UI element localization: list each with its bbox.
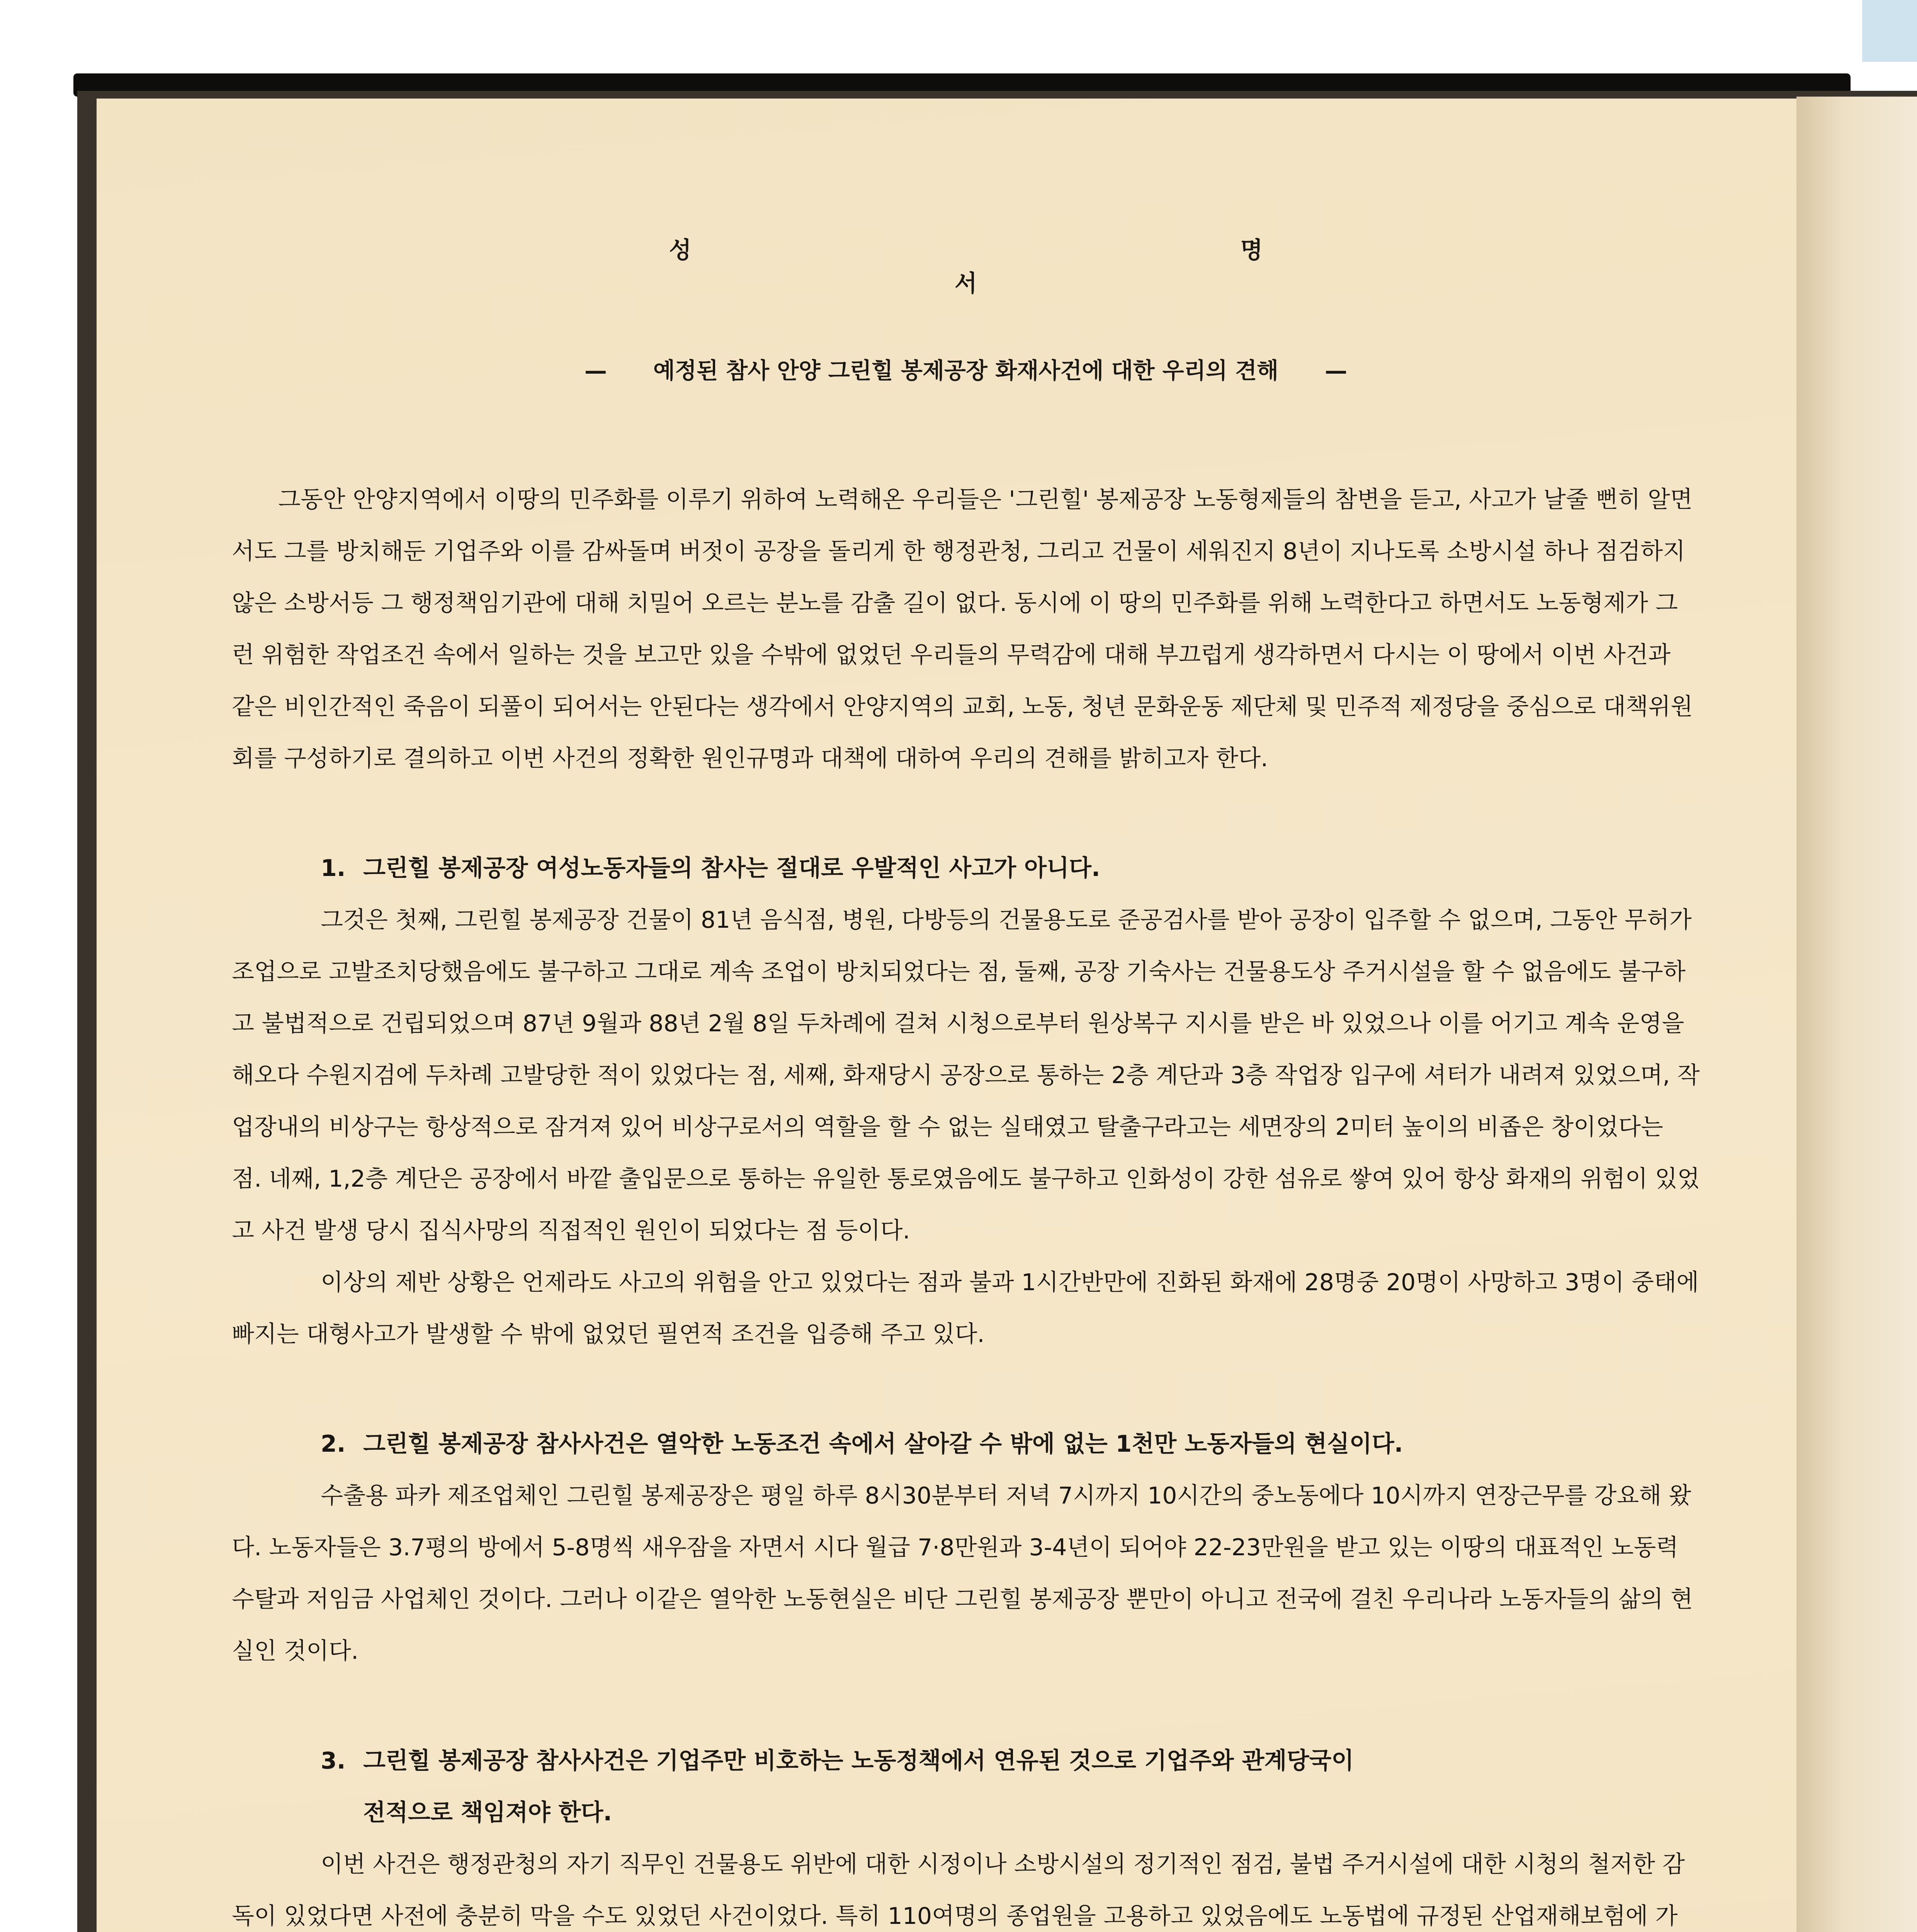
statement-content xyxy=(232,232,1700,1932)
section-number: 3. xyxy=(321,1747,346,1774)
section-1 xyxy=(232,842,1700,1360)
section-2 xyxy=(232,1418,1700,1677)
subtitle-dash-right: — xyxy=(1325,357,1348,384)
subtitle-dash-left: — xyxy=(584,357,607,384)
section-heading xyxy=(232,842,1700,894)
facing-page-edge xyxy=(1796,97,1917,1932)
scan-corner-tab xyxy=(1862,0,1917,62)
section-number: 1. xyxy=(321,855,346,882)
document-title: 성 명 서 xyxy=(669,237,1533,297)
section-paragraph: 수출용 파카 제조업체인 그린힐 봉제공장은 평일 하루 8시30분부터 저녁 7시까지 10시간의 중노동에다 10시까지 연장근무를 강요해 왔다. 노동자들은 3.7평의 방에서 5-8명씩 새우잠을 자면서 시다 월급 7·8만원과 3-4년이 되어야 22-23만원을 받고 있는 이땅의 대표적인 노동력 수탈과 저임금 사업체인 것이다. 그러나 이같은 열악한 노동현실은 비단 그린힐 봉제공장 뿐만이 아니고 전국에 걸친 우리나라 노동자들의 삶의 현실인 것이다. xyxy=(232,1482,1693,1665)
section-number: 2. xyxy=(321,1430,346,1458)
section-paragraph: 그것은 첫째, 그린힐 봉제공장 건물이 81년 음식점, 병원, 다방등의 건물용도로 준공검사를 받아 공장이 입주할 수 없으며, 그동안 무허가 조업으로 고발조치당했음에도 불구하고 그대로 계속 조업이 방치되었다는 점, 둘째, 공장 기숙사는 건물용도상 주거시설을 할 수 없음에도 불구하고 불법적으로 건립되었으며 87년 9월과 88년 2월 8일 두차례에 걸쳐 시청으로부터 원상복구 지시를 받은 바 있었으나 이를 어기고 계속 운영을 해오다 수원지검에 두차례 고발당한 적이 있었다는 점, 세째, 화재당시 공장으로 통하는 2층 계단과 3층 작업장 입구에 셔터가 내려져 있었으며, 작업장내의 비상구는 항상적으로 잠겨져 있어 비상구로서의 역할을 할 수 없는 실태였고 탈출구라고는 세면장의 2미터 높이의 비좁은 창이었다는 점. 네째, 1,2층 계단은 공장에서 바깥 출입문으로 통하는 유일한 통로였음에도 불구하고 인화성이 강한 섬유로 쌓여 있어 항상 화재의 위험이 있었고 사건 발생 당시 집식사망의 직접적인 원인이 되었다는 점 등이다. xyxy=(232,906,1700,1244)
section-heading xyxy=(232,1735,1700,1838)
subtitle-text: 예정된 참사 안양 그린힐 봉제공장 화재사건에 대한 우리의 견해 xyxy=(653,357,1279,384)
section-heading xyxy=(232,1418,1700,1470)
section-heading-text: 그린힐 봉제공장 참사사건은 기업주만 비호하는 노동정책에서 연유된 것으로 기업주와 관계당국이 xyxy=(363,1747,1354,1774)
intro-paragraph: 그동안 안양지역에서 이땅의 민주화를 이루기 위하여 노력해온 우리들은 '그린힐' 봉제공장 노동형제들의 참변을 듣고, 사고가 날줄 뻔히 알면서도 그를 방치해둔 기업주와 이를 감싸돌며 버젓이 공장을 돌리게 한 행정관청, 그리고 건물이 세워진지 8년이 지나도록 소방시설 하나 점검하지 않은 소방서등 그 행정책임기관에 대해 치밀어 오르는 분노를 감출 길이 없다. 동시에 이 땅의 민주화를 위해 노력한다고 하면서도 노동형제가 그런 위험한 작업조건 속에서 일하는 것을 보고만 있을 수밖에 없었던 우리들의 무력감에 대해 부끄럽게 생각하면서 다시는 이 땅에서 이번 사건과 같은 비인간적인 죽음이 되풀이 되어서는 안된다는 생각에서 안양지역의 교회, 노동, 청년 문화운동 제단체 및 민주적 제정당을 중심으로 대책위원회를 구성하기로 결의하고 이번 사건의 정확한 원인규명과 대책에 대하여 우리의 견해를 밝히고자 한다. xyxy=(232,486,1693,772)
section-paragraph: 이상의 제반 상황은 언제라도 사고의 위험을 안고 있었다는 점과 불과 1시간반만에 진화된 화재에 28명중 20명이 사망하고 3명이 중태에 빠지는 대형사고가 발생할 수 밖에 없었던 필연적 조건을 입증해 주고 있다. xyxy=(232,1269,1699,1348)
section-heading-continuation: 전적으로 책임져야 한다. xyxy=(363,1799,612,1826)
section-paragraph: 이번 사건은 행정관청의 자기 직무인 건물용도 위반에 대한 시정이나 소방시설의 정기적인 점검, 불법 주거시설에 대한 시청의 철저한 감독이 있었다면 사전에 충분히 막을 수도 있었던 사건이었다. 특히 110여명의 종업원을 고용하고 있었음에도 노동법에 규정된 산업재해보험에 가 xyxy=(232,1851,1685,1930)
scan-top-margin xyxy=(0,0,1917,77)
section-heading-text: 그린힐 봉제공장 여성노동자들의 참사는 절대로 우발적인 사고가 아니다. xyxy=(363,855,1100,882)
section-heading-text: 그린힐 봉제공장 참사사건은 열악한 노동조건 속에서 살아갈 수 밖에 없는 1천만 노동자들의 현실이다. xyxy=(363,1430,1403,1458)
document-subtitle xyxy=(232,352,1700,385)
section-3 xyxy=(232,1735,1700,1932)
